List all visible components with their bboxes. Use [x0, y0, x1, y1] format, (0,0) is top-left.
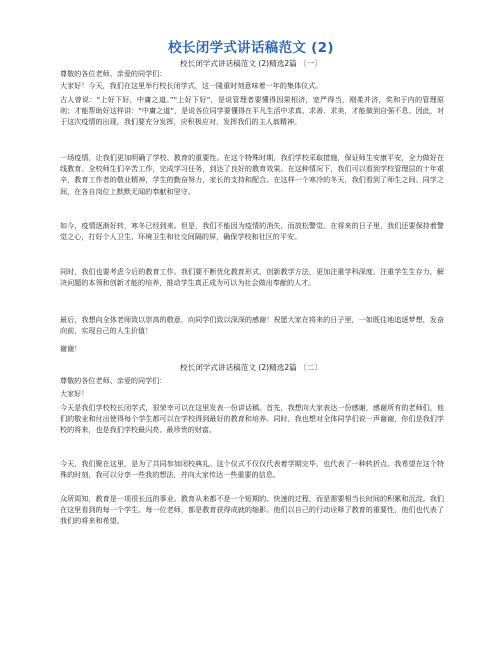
paragraph: 今天，我们聚在这里，是为了共同参加闭校典礼。这个仪式不仅仅代表着学期完毕，也代表了一种转折点。我希望在这个特殊的时刻，我可以分享一些我的想法，并向大家传达一些重要的信息。 [60, 459, 444, 480]
paragraph: 今天是我们学校校长闭学式，很荣幸可以在这里发表一份讲话稿。首先，我想向大家表达一份感谢，感谢所有的老师们，他们的敬业和付出使得每个学生都可以在学校得到最好的教育和培养。同时，我也想对全体同学们说一声谢谢，你们是我们学校的将来，也是我们学校最闪亮、最珍贵的财富。 [60, 403, 444, 435]
paragraph: 谢谢！ [60, 344, 82, 353]
document-title: 校长闭学式讲话稿范文 (2) [168, 40, 334, 56]
paragraph: 最后，我想向全体老师致以崇高的敬意，向同学们致以深深的感谢！祝愿大家在将来的日子里，一如既往地追逐梦想，发奋向前，实现自己的人生价值！ [60, 315, 444, 336]
section-heading: 校长闭学式讲话稿范文 (2)精选2篇 〔一〕 [180, 59, 322, 68]
paragraph: 同时，我们也要考虑今后的教育工作。我们要不断优化教育形式，创新教学方法，更加注重学科深度，注重学生生存力，解决问题的本领和创新才能的培养，推动学生真正成为可以为社会做出奉献的人才。 [60, 267, 444, 288]
paragraph: 一场疫情，让我们更加明确了学校、教育的重要性。在这个特殊时期，我们学校采取措施，保证师生安康平安，全力做好在线教育。全校师生们辛苦工作，完成学习任务，到达了良好的教育效果。在这种情况下，我们可以看到学校管理层的十年艰辛，教育工作者的敬业精神，学生的勤奋努力，家长的支持和配合。在这样一个寒冷的冬天，我们看到了师生之间、同学之间，在各自岗位上默默无闻的奉献和坚守。 [60, 153, 444, 196]
paragraph: 尊敬的各位老师、亲爱的同学们： [60, 376, 167, 385]
section-heading: 校长闭学式讲话稿范文 (2)精选2篇 〔二〕 [180, 363, 322, 372]
paragraph: 如今，疫情逐渐好转，寒冬已经到来。但是，我们不能因为疫情的消失，而放松警觉。在将来的日子里，我们还要保持着警觉之心，打好个人卫生、环境卫生和社交间隔的屏，确保学校和社区的平安。 [60, 221, 444, 242]
paragraph: 尊敬的各位老师、亲爱的同学们： [60, 69, 167, 78]
paragraph: 古人曾说：“上好下好，中庸之道。”“上好下好”，是说管理者要懂得因果相济，宽严得当，刚柔并济，奖和于内的管理原则；才能帮助好这样讲：“中庸之道”，是说各位同学要懂得在平凡生活中求真、求善、求美，才能做到自强不息。因此，对于这次疫情的出现，我们要充分发挥，应积极应对，发挥我们的主人翁精神。 [60, 95, 444, 127]
paragraph: 大家好！ [60, 389, 89, 398]
paragraph: 大家好！今天，我们在这里举行校长闭学式，这一隆重时刻意味着一年的集体仪式。 [60, 81, 323, 90]
paragraph: 众所周知，教育是一项很长远的事业。教育从来都不是一个短期的、快速的过程，而是需要相当长时间的积累和沉淀。我们在这里看到的每一个学生、每一位老师，都是教育获得成就的缩影。他们以自己的行动诠释了教育的重要性，他们也代表了我们的将来和希望。 [60, 494, 444, 526]
